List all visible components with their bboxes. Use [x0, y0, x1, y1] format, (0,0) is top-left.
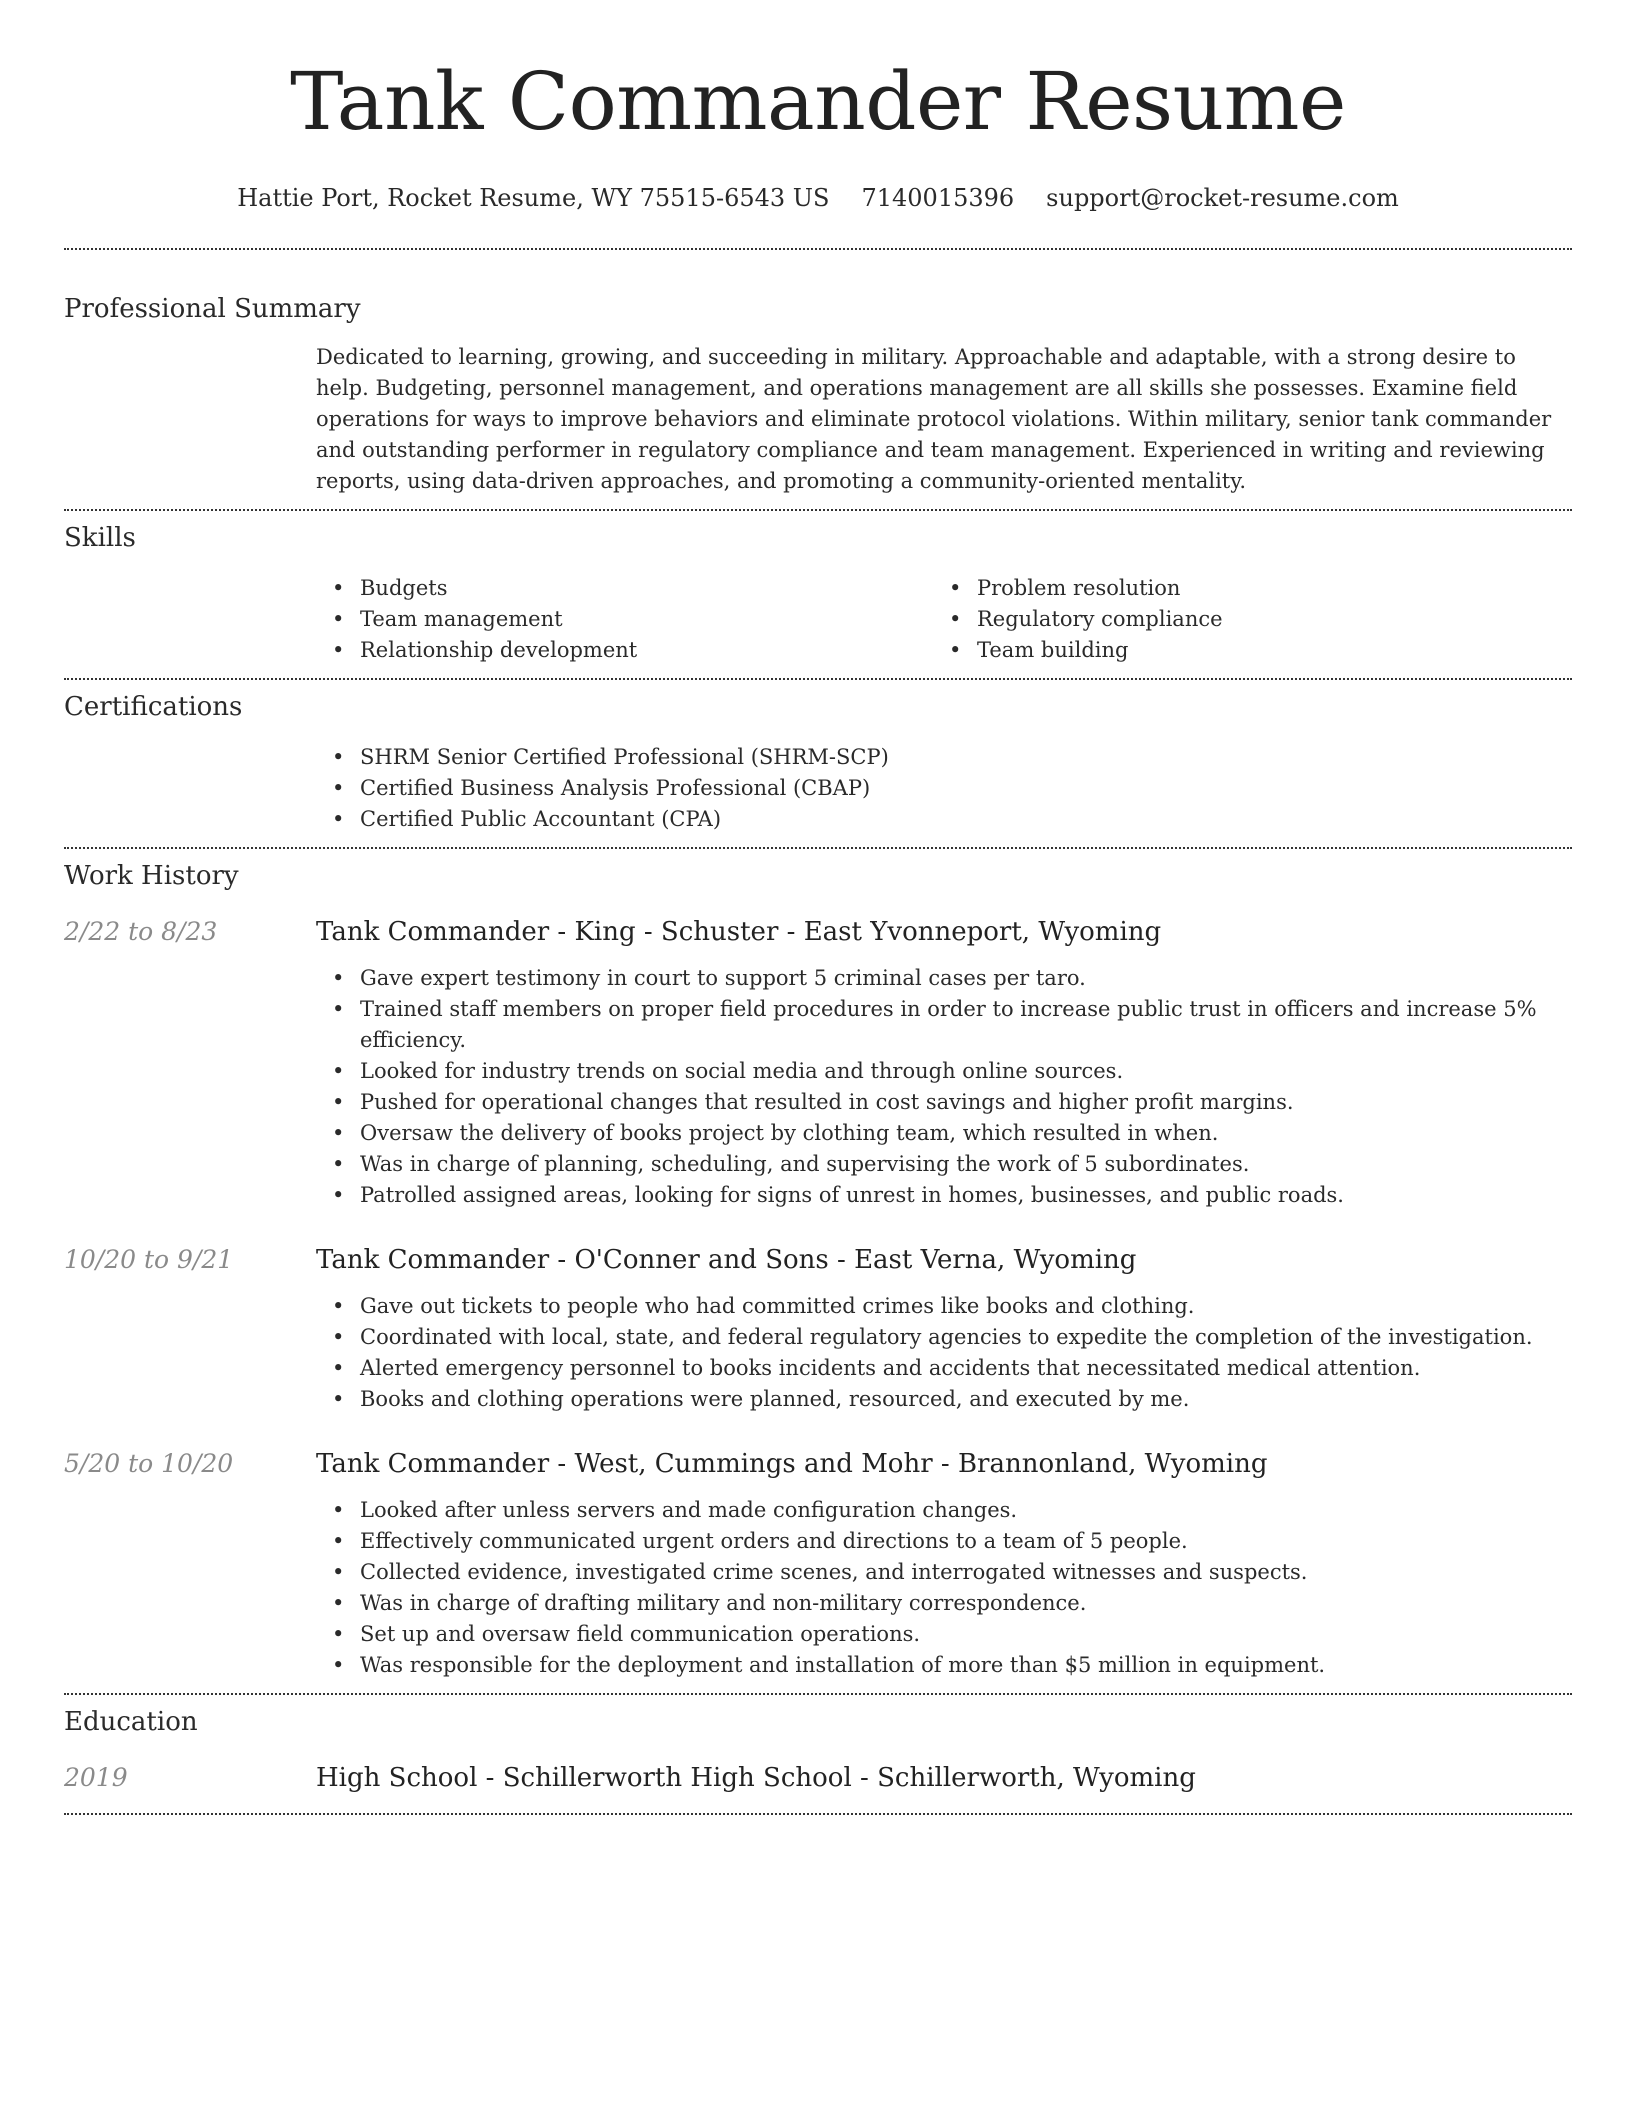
job-header: [64, 915, 1572, 949]
summary-text: Dedicated to learning, growing, and succeeding in military. Approachable and adaptable, with a strong desire to help. Budgeting, personnel management, and operations management are all skills she possesses. Examine field operations for ways to improve behaviors and eliminate protocol violations. Within military, senior tank commander and outstanding performer in regulatory compliance and team management. Experienced in writing and reviewing reports, using data-driven approaches, and promoting a community-oriented mentality.: [316, 345, 1552, 493]
summary-heading: Professional Summary: [64, 294, 361, 324]
job-title: Tank Commander - King - Schuster - East Yvonneport, Wyoming: [316, 917, 1162, 947]
job-entry: [64, 1243, 1572, 1415]
skill-item: • Team building: [933, 635, 1550, 666]
contact-phone: 7140015396: [861, 184, 1015, 212]
work-history-heading: Work History: [64, 861, 239, 891]
skills-heading: Skills: [64, 523, 136, 553]
page-title: Tank Commander Resume: [290, 55, 1346, 148]
education-section: [64, 1705, 1572, 1795]
education-heading: Education: [64, 1707, 198, 1737]
job-title: Tank Commander - O'Conner and Sons - East Verna, Wyoming: [316, 1245, 1137, 1275]
section-divider: [64, 1813, 1572, 1815]
skill-item: • Problem resolution: [933, 573, 1550, 604]
job-bullet: • Patrolled assigned areas, looking for signs of unrest in homes, businesses, and public roads.: [316, 1180, 1572, 1211]
job-bullet: • Effectively communicated urgent orders and directions to a team of 5 people.: [316, 1526, 1572, 1557]
job-bullet: • Gave out tickets to people who had committed crimes like books and clothing.: [316, 1291, 1572, 1322]
certifications-list: [316, 742, 1572, 835]
education-title: High School - Schillerworth High School - Schillerworth, Wyoming: [316, 1763, 1196, 1793]
contact-address: Hattie Port, Rocket Resume, WY 75515-6543 US: [237, 184, 830, 212]
job-date: 5/20 to 10/20: [64, 1449, 234, 1478]
skill-item: • Relationship development: [316, 635, 933, 666]
section-divider: [64, 509, 1572, 511]
job-header: [64, 1243, 1572, 1277]
job-header: [64, 1447, 1572, 1481]
job-bullet: • Books and clothing operations were planned, resourced, and executed by me.: [316, 1384, 1572, 1415]
job-bullet: • Was in charge of drafting military and non-military correspondence.: [316, 1588, 1572, 1619]
job-title: Tank Commander - West, Cummings and Mohr - Brannonland, Wyoming: [316, 1449, 1268, 1479]
skill-item: • Team management: [316, 604, 933, 635]
job-bullet: • Trained staff members on proper field procedures in order to increase public trust in officers and increase 5% efficiency.: [316, 994, 1572, 1056]
certification-item: • SHRM Senior Certified Professional (SHRM-SCP): [316, 742, 1572, 773]
section-divider: [64, 678, 1572, 680]
job-bullet: • Gave expert testimony in court to support 5 criminal cases per taro.: [316, 963, 1572, 994]
job-bullets: [316, 1291, 1572, 1415]
job-date: 2/22 to 8/23: [64, 917, 218, 946]
contact-line: [64, 182, 1572, 214]
job-bullets: [316, 1495, 1572, 1681]
skills-list: [316, 573, 1572, 666]
job-bullet: • Set up and oversaw field communication operations.: [316, 1619, 1572, 1650]
job-bullet: • Oversaw the delivery of books project by clothing team, which resulted in when.: [316, 1118, 1572, 1149]
job-bullets: [316, 963, 1572, 1211]
contact-email: support@rocket-resume.com: [1046, 184, 1399, 212]
skills-column-2: [933, 573, 1550, 666]
job-bullet: • Alerted emergency personnel to books incidents and accidents that necessitated medical attention.: [316, 1353, 1572, 1384]
job-bullet: • Collected evidence, investigated crime scenes, and interrogated witnesses and suspects.: [316, 1557, 1572, 1588]
skill-item: • Budgets: [316, 573, 933, 604]
resume-page: [64, 0, 1572, 1815]
section-divider: [64, 1693, 1572, 1695]
section-divider: [64, 248, 1572, 250]
skills-section: [64, 521, 1572, 666]
education-date: 2019: [64, 1763, 128, 1792]
certifications-section: [64, 690, 1572, 835]
resume-header: [64, 0, 1572, 214]
skill-item: • Regulatory compliance: [933, 604, 1550, 635]
job-date: 10/20 to 9/21: [64, 1245, 234, 1274]
work-history-section: [64, 859, 1572, 1681]
certification-item: • Certified Public Accountant (CPA): [316, 804, 1572, 835]
job-bullet: • Looked after unless servers and made configuration changes.: [316, 1495, 1572, 1526]
job-bullet: • Was in charge of planning, scheduling, and supervising the work of 5 subordinates.: [316, 1149, 1572, 1180]
job-bullet: • Pushed for operational changes that resulted in cost savings and higher profit margins.: [316, 1087, 1572, 1118]
job-bullet: • Looked for industry trends on social media and through online sources.: [316, 1056, 1572, 1087]
skills-column-1: [316, 573, 933, 666]
section-divider: [64, 847, 1572, 849]
summary-section: [64, 292, 1572, 497]
certification-item: • Certified Business Analysis Professional (CBAP): [316, 773, 1572, 804]
job-bullet: • Coordinated with local, state, and federal regulatory agencies to expedite the completion of the investigation.: [316, 1322, 1572, 1353]
job-entry: [64, 915, 1572, 1211]
job-entry: [64, 1447, 1572, 1681]
job-bullet: • Was responsible for the deployment and installation of more than $5 million in equipment.: [316, 1650, 1572, 1681]
education-entry: [64, 1761, 1572, 1795]
certifications-heading: Certifications: [64, 692, 243, 722]
